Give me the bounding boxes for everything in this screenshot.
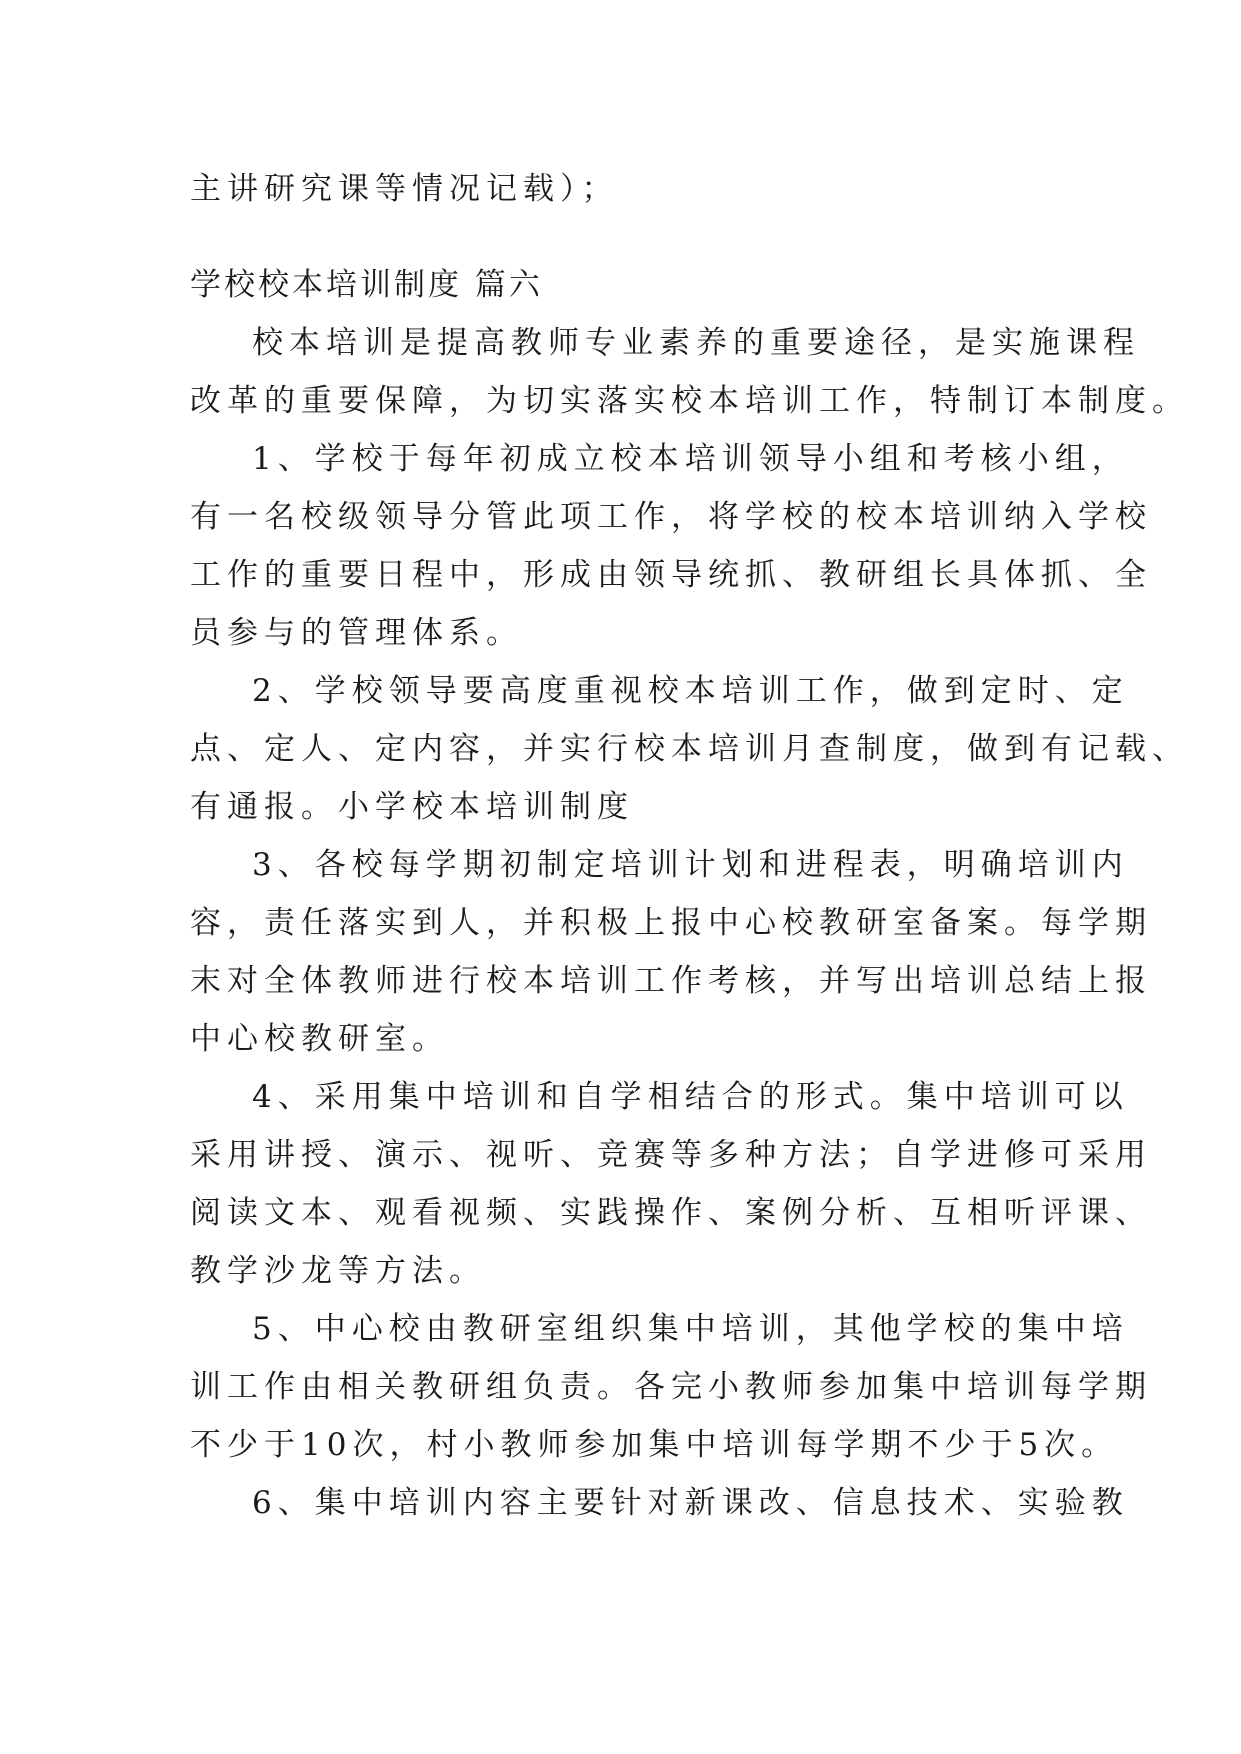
text-line: 不少于10次，村小教师参加集中培训每学期不少于5次。	[190, 1427, 1119, 1463]
text-line: 改革的重要保障，为切实落实校本培训工作，特制订本制度。	[190, 383, 1189, 419]
text-line: 采用讲授、演示、视听、竞赛等多种方法；自学进修可采用	[190, 1137, 1152, 1173]
text-line: 3、各校每学期初制定培训计划和进程表，明确培训内	[252, 847, 1129, 883]
text-line: 有通报。小学校本培训制度	[190, 789, 634, 825]
text-line: 训工作由相关教研组负责。各完小教师参加集中培训每学期	[190, 1369, 1152, 1405]
text-line: 容，责任落实到人，并积极上报中心校教研室备案。每学期	[190, 905, 1152, 941]
section-title: 学校校本培训制度 篇六	[190, 267, 543, 303]
text-line: 工作的重要日程中，形成由领导统抓、教研组长具体抓、全	[190, 557, 1152, 593]
text-line: 阅读文本、观看视频、实践操作、案例分析、互相听评课、	[190, 1195, 1152, 1231]
text-line: 有一名校级领导分管此项工作，将学校的校本培训纳入学校	[190, 499, 1152, 535]
text-line: 4、采用集中培训和自学相结合的形式。集中培训可以	[252, 1079, 1129, 1115]
text-line: 末对全体教师进行校本培训工作考核，并写出培训总结上报	[190, 963, 1152, 999]
section-gap	[190, 218, 1050, 256]
document-body	[190, 160, 1189, 1532]
text-line: 1、学校于每年初成立校本培训领导小组和考核小组，	[252, 441, 1129, 477]
text-line: 教学沙龙等方法。	[190, 1253, 486, 1289]
text-line: 中心校教研室。	[190, 1021, 449, 1057]
text-line: 员参与的管理体系。	[190, 615, 523, 651]
text-line: 6、集中培训内容主要针对新课改、信息技术、实验教	[252, 1485, 1129, 1521]
continuation-line: 主讲研究课等情况记载）；	[190, 171, 619, 207]
text-line: 5、中心校由教研室组织集中培训，其他学校的集中培	[252, 1311, 1129, 1347]
text-line: 校本培训是提高教师专业素养的重要途径，是实施课程	[252, 325, 1140, 361]
body-text	[190, 314, 1189, 1532]
text-line: 点、定人、定内容，并实行校本培训月查制度，做到有记载、	[190, 731, 1189, 767]
text-line: 2、学校领导要高度重视校本培训工作，做到定时、定	[252, 673, 1129, 709]
